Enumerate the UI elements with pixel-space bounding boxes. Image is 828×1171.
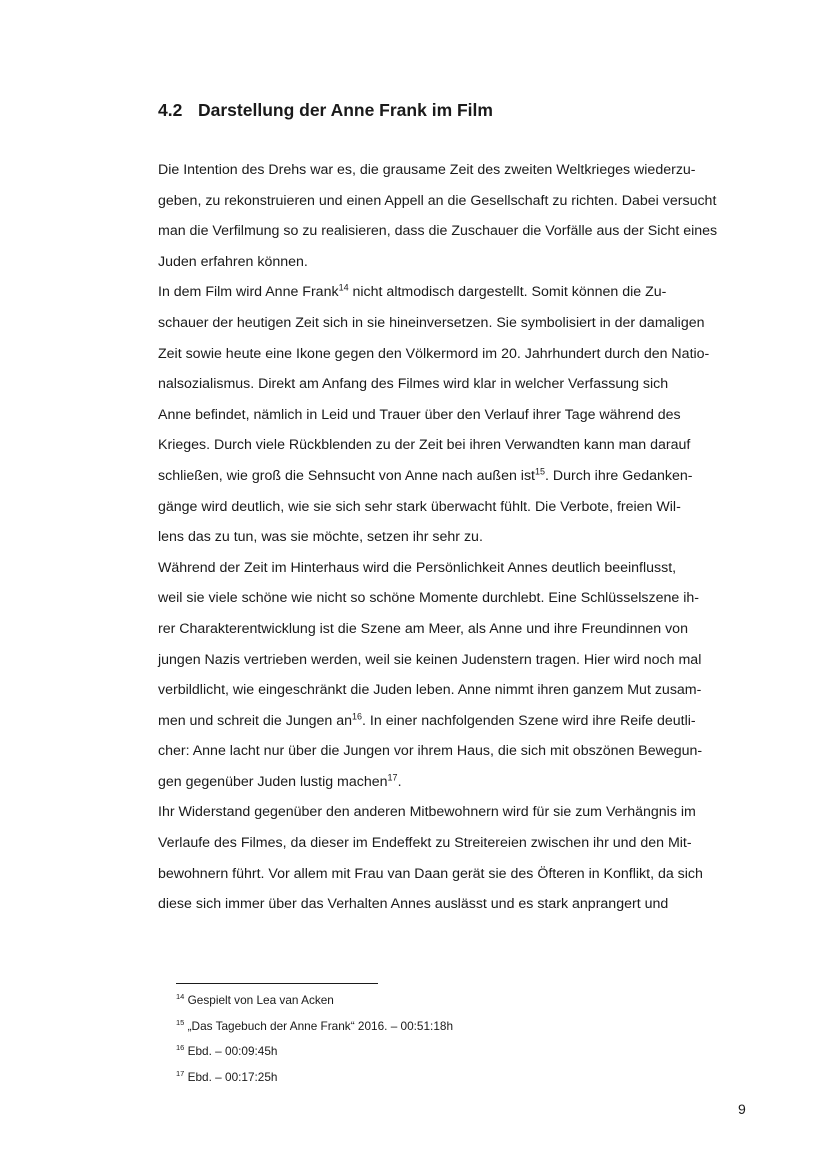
body-text — [158, 155, 758, 920]
text-segment: Juden erfahren können. — [158, 253, 308, 270]
section-title: Darstellung der Anne Frank im Film — [198, 100, 493, 120]
footnote-reference: 16 — [352, 710, 363, 721]
text-line — [158, 736, 758, 767]
text-line — [158, 706, 758, 737]
section-heading — [158, 100, 493, 121]
footnote — [176, 1014, 453, 1040]
text-line — [158, 522, 758, 553]
text-line — [158, 859, 758, 890]
text-line — [158, 767, 758, 798]
footnote-text: „Das Tagebuch der Anne Frank“ 2016. – 00:51:18h — [184, 1018, 454, 1033]
text-segment: rer Charakterentwicklung ist die Szene am Meer, als Anne und ihre Freundinnen von — [158, 620, 688, 637]
text-line — [158, 828, 758, 859]
footnote-reference: 14 — [338, 282, 349, 293]
text-segment: nalsozialismus. Direkt am Anfang des Filmes wird klar in welcher Verfassung sich — [158, 376, 669, 393]
text-line — [158, 339, 758, 370]
footnote-number: 17 — [176, 1069, 185, 1079]
footnote-reference: 15 — [534, 466, 545, 477]
footnotes — [176, 988, 453, 1091]
text-segment: schauer der heutigen Zeit sich in sie hineinversetzen. Sie symbolisiert in der damaligen — [158, 314, 705, 331]
text-line — [158, 186, 758, 217]
footnote-reference: 17 — [387, 772, 398, 783]
text-line — [158, 369, 758, 400]
text-line — [158, 492, 758, 523]
text-segment: weil sie viele schöne wie nicht so schöne Momente durchlebt. Eine Schlüsselszene ih- — [158, 590, 699, 607]
footnote-separator — [176, 983, 378, 984]
text-segment: . In einer nachfolgenden Szene wird ihre Reife deutli- — [362, 712, 696, 729]
text-segment: men und schreit die Jungen an — [158, 712, 353, 729]
text-line — [158, 155, 758, 186]
page-number: 9 — [738, 1101, 746, 1117]
text-segment: man die Verfilmung so zu realisieren, dass die Zuschauer die Vorfälle aus der Sicht eines — [158, 223, 718, 240]
text-line — [158, 430, 758, 461]
text-segment: verbildlicht, wie eingeschränkt die Juden leben. Anne nimmt ihren ganzem Mut zusam- — [158, 682, 702, 699]
text-line — [158, 216, 758, 247]
text-segment: geben, zu rekonstruieren und einen Appell an die Gesellschaft zu richten. Dabei versucht — [158, 192, 717, 209]
text-segment: schließen, wie groß die Sehnsucht von Anne nach außen ist — [158, 467, 535, 484]
text-line — [158, 400, 758, 431]
text-segment: In dem Film wird Anne Frank — [158, 284, 339, 301]
text-segment: cher: Anne lacht nur über die Jungen vor ihrem Haus, die sich mit obszönen Bewegun- — [158, 743, 703, 760]
text-segment: bewohnern führt. Vor allem mit Frau van Daan gerät sie des Öfteren in Konflikt, da sich — [158, 865, 703, 882]
footnote — [176, 1039, 453, 1065]
text-segment: gänge wird deutlich, wie sie sich sehr stark überwacht fühlt. Die Verbote, freien Wil- — [158, 498, 681, 515]
text-segment: . — [397, 773, 402, 790]
footnote-number: 14 — [176, 992, 185, 1002]
footnote-number: 16 — [176, 1043, 185, 1053]
text-line — [158, 889, 758, 920]
text-segment: Während der Zeit im Hinterhaus wird die Persönlichkeit Annes deutlich beeinflusst, — [158, 559, 677, 576]
text-line — [158, 553, 758, 584]
text-segment: . Durch ihre Gedanken- — [545, 467, 693, 484]
footnote-number: 15 — [176, 1017, 185, 1027]
text-line — [158, 675, 758, 706]
text-segment: Die Intention des Drehs war es, die grausame Zeit des zweiten Weltkrieges wiederzu- — [158, 162, 696, 178]
text-line — [158, 583, 758, 614]
text-line — [158, 614, 758, 645]
text-segment: Zeit sowie heute eine Ikone gegen den Völkermord im 20. Jahrhundert durch den Natio- — [158, 345, 710, 362]
footnote-text: Ebd. – 00:09:45h — [184, 1044, 278, 1059]
text-segment: diese sich immer über das Verhalten Annes auslässt und es stark anprangert und — [158, 896, 669, 913]
text-line — [158, 277, 758, 308]
text-line — [158, 247, 758, 278]
text-line — [158, 645, 758, 676]
text-segment: Krieges. Durch viele Rückblenden zu der Zeit bei ihren Verwandten kann man darauf — [158, 437, 691, 454]
text-segment: jungen Nazis vertrieben werden, weil sie keinen Judenstern tragen. Hier wird noch mal — [158, 651, 702, 668]
footnote-text: Gespielt von Lea van Acken — [184, 993, 334, 1007]
text-segment: nicht altmodisch dargestellt. Somit können die Zu- — [348, 284, 667, 301]
text-segment: Verlaufe des Filmes, da dieser im Endeffekt zu Streitereien zwischen ihr und den Mit- — [158, 835, 692, 852]
text-line — [158, 461, 758, 492]
text-line — [158, 308, 758, 339]
text-segment: Ihr Widerstand gegenüber den anderen Mitbewohnern wird für sie zum Verhängnis im — [158, 804, 696, 821]
text-line — [158, 797, 758, 828]
footnote-text: Ebd. – 00:17:25h — [184, 1070, 278, 1085]
footnote — [176, 1065, 453, 1091]
text-segment: gen gegenüber Juden lustig machen — [158, 773, 388, 790]
section-number: 4.2 — [158, 100, 183, 120]
text-segment: Anne befindet, nämlich in Leid und Trauer über den Verlauf ihrer Tage während des — [158, 406, 681, 423]
footnote — [176, 988, 453, 1014]
text-segment: lens das zu tun, was sie möchte, setzen ihr sehr zu. — [158, 529, 483, 546]
